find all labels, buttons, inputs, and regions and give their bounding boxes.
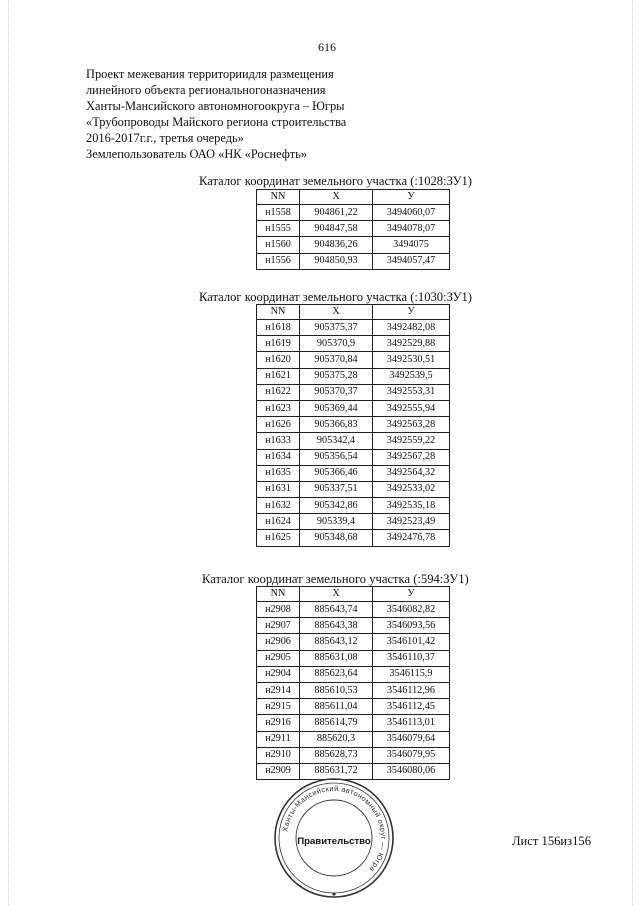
page-number: 616 bbox=[318, 40, 336, 54]
column-header: X bbox=[300, 305, 373, 320]
x-coordinate-cell: 905366,83 bbox=[300, 417, 373, 433]
y-coordinate-cell: 3494057,47 bbox=[373, 253, 450, 269]
point-id-cell: н1626 bbox=[257, 417, 300, 433]
column-header: X bbox=[300, 190, 373, 205]
header-line: линейного объекта региональногоназначения bbox=[86, 83, 326, 97]
table-row bbox=[257, 400, 450, 416]
point-id-cell: н1633 bbox=[257, 433, 300, 449]
coordinates-table bbox=[256, 304, 450, 547]
table-row bbox=[257, 618, 450, 634]
table-row bbox=[257, 433, 450, 449]
column-header: У bbox=[373, 305, 450, 320]
table-row bbox=[257, 602, 450, 618]
scan-edge-right bbox=[632, 0, 634, 905]
catalog-title: Каталог координат земельного участка (:1028:ЗУ1) bbox=[199, 174, 473, 188]
x-coordinate-cell: 905339,4 bbox=[300, 514, 373, 530]
point-id-cell: н1620 bbox=[257, 352, 300, 368]
table-row bbox=[257, 731, 450, 747]
y-coordinate-cell: 3492530,51 bbox=[373, 352, 450, 368]
column-header: У bbox=[373, 190, 450, 205]
x-coordinate-cell: 885623,64 bbox=[300, 666, 373, 682]
header-line: Землепользователь ОАО «НК «Роснефть» bbox=[86, 147, 308, 161]
y-coordinate-cell: 3492523,49 bbox=[373, 514, 450, 530]
x-coordinate-cell: 905348,68 bbox=[300, 530, 373, 546]
y-coordinate-cell: 3492555,94 bbox=[373, 400, 450, 416]
y-coordinate-cell: 3546113,01 bbox=[373, 715, 450, 731]
point-id-cell: н2914 bbox=[257, 682, 300, 698]
point-id-cell: н2916 bbox=[257, 715, 300, 731]
y-coordinate-cell: 3492529,88 bbox=[373, 336, 450, 352]
seal-ring-text: Ханты-Мансийский автономный округ — Югра bbox=[280, 783, 389, 874]
header-line: Ханты-Мансийского автономногоокруга – Югры bbox=[86, 99, 345, 113]
y-coordinate-cell: 3492535,18 bbox=[373, 498, 450, 514]
point-id-cell: н1632 bbox=[257, 498, 300, 514]
column-header: NN bbox=[257, 587, 300, 602]
y-coordinate-cell: 3492564,32 bbox=[373, 465, 450, 481]
table-row bbox=[257, 221, 450, 237]
y-coordinate-cell: 3494078,07 bbox=[373, 221, 450, 237]
y-coordinate-cell: 3546115,9 bbox=[373, 666, 450, 682]
x-coordinate-cell: 905337,51 bbox=[300, 481, 373, 497]
point-id-cell: н2904 bbox=[257, 666, 300, 682]
table-row bbox=[257, 320, 450, 336]
x-coordinate-cell: 885611,04 bbox=[300, 699, 373, 715]
table-row bbox=[257, 682, 450, 698]
header-line: «Трубопроводы Майского региона строительства bbox=[86, 115, 347, 129]
point-id-cell: н1634 bbox=[257, 449, 300, 465]
y-coordinate-cell: 3492533,02 bbox=[373, 481, 450, 497]
y-coordinate-cell: 3494075 bbox=[373, 237, 450, 253]
x-coordinate-cell: 885628,73 bbox=[300, 747, 373, 763]
y-coordinate-cell: 3494060,07 bbox=[373, 205, 450, 221]
y-coordinate-cell: 3492539,5 bbox=[373, 368, 450, 384]
x-coordinate-cell: 905370,84 bbox=[300, 352, 373, 368]
table-row bbox=[257, 481, 450, 497]
table-header-row bbox=[257, 305, 450, 320]
table-row bbox=[257, 237, 450, 253]
point-id-cell: н2906 bbox=[257, 634, 300, 650]
table-row bbox=[257, 368, 450, 384]
x-coordinate-cell: 885631,08 bbox=[300, 650, 373, 666]
y-coordinate-cell: 3546101,42 bbox=[373, 634, 450, 650]
y-coordinate-cell: 3546079,95 bbox=[373, 747, 450, 763]
x-coordinate-cell: 905370,9 bbox=[300, 336, 373, 352]
table-row bbox=[257, 699, 450, 715]
x-coordinate-cell: 885643,38 bbox=[300, 618, 373, 634]
scan-edge-left bbox=[8, 0, 10, 905]
table-row bbox=[257, 384, 450, 400]
y-coordinate-cell: 3492559,22 bbox=[373, 433, 450, 449]
column-header: NN bbox=[257, 190, 300, 205]
y-coordinate-cell: 3546112,96 bbox=[373, 682, 450, 698]
point-id-cell: н1622 bbox=[257, 384, 300, 400]
x-coordinate-cell: 905369,44 bbox=[300, 400, 373, 416]
point-id-cell: н1555 bbox=[257, 221, 300, 237]
table-row bbox=[257, 747, 450, 763]
y-coordinate-cell: 3492476,78 bbox=[373, 530, 450, 546]
x-coordinate-cell: 905375,37 bbox=[300, 320, 373, 336]
table-row bbox=[257, 650, 450, 666]
table-row bbox=[257, 253, 450, 269]
y-coordinate-cell: 3492482,08 bbox=[373, 320, 450, 336]
y-coordinate-cell: 3546082,82 bbox=[373, 602, 450, 618]
table-row bbox=[257, 715, 450, 731]
x-coordinate-cell: 905342,4 bbox=[300, 433, 373, 449]
point-id-cell: н2910 bbox=[257, 747, 300, 763]
table-row bbox=[257, 498, 450, 514]
y-coordinate-cell: 3492563,28 bbox=[373, 417, 450, 433]
x-coordinate-cell: 885620,3 bbox=[300, 731, 373, 747]
point-id-cell: н1623 bbox=[257, 400, 300, 416]
x-coordinate-cell: 905375,28 bbox=[300, 368, 373, 384]
table-row bbox=[257, 352, 450, 368]
document-header bbox=[86, 66, 406, 162]
catalog-title: Каталог координат земельного участка (:1030:ЗУ1) bbox=[199, 290, 473, 304]
x-coordinate-cell: 904850,93 bbox=[300, 253, 373, 269]
table-row bbox=[257, 666, 450, 682]
table-row bbox=[257, 465, 450, 481]
table-header-row bbox=[257, 587, 450, 602]
table-row bbox=[257, 514, 450, 530]
column-header: NN bbox=[257, 305, 300, 320]
table-header-row bbox=[257, 190, 450, 205]
header-line: 2016-2017г.г., третья очередь» bbox=[86, 131, 244, 145]
x-coordinate-cell: 904836,26 bbox=[300, 237, 373, 253]
seal-center-word: Правительство bbox=[297, 836, 371, 847]
y-coordinate-cell: 3492553,31 bbox=[373, 384, 450, 400]
header-line: Проект межевания территориидля размещения bbox=[86, 67, 334, 81]
column-header: У bbox=[373, 587, 450, 602]
point-id-cell: н2911 bbox=[257, 731, 300, 747]
y-coordinate-cell: 3546079,64 bbox=[373, 731, 450, 747]
point-id-cell: н2909 bbox=[257, 763, 300, 779]
point-id-cell: н1618 bbox=[257, 320, 300, 336]
point-id-cell: н2905 bbox=[257, 650, 300, 666]
table-row bbox=[257, 449, 450, 465]
point-id-cell: н1624 bbox=[257, 514, 300, 530]
y-coordinate-cell: 3546110,37 bbox=[373, 650, 450, 666]
x-coordinate-cell: 885631,72 bbox=[300, 763, 373, 779]
x-coordinate-cell: 905366,46 bbox=[300, 465, 373, 481]
x-coordinate-cell: 905356,54 bbox=[300, 449, 373, 465]
y-coordinate-cell: 3546093,56 bbox=[373, 618, 450, 634]
point-id-cell: н1560 bbox=[257, 237, 300, 253]
coordinates-table bbox=[256, 586, 450, 780]
y-coordinate-cell: 3546080,06 bbox=[373, 763, 450, 779]
table-row bbox=[257, 417, 450, 433]
table-row bbox=[257, 205, 450, 221]
x-coordinate-cell: 904861,22 bbox=[300, 205, 373, 221]
x-coordinate-cell: 904847,58 bbox=[300, 221, 373, 237]
x-coordinate-cell: 905342,86 bbox=[300, 498, 373, 514]
sheet-label: Лист 156из156 bbox=[512, 834, 592, 848]
x-coordinate-cell: 885614,79 bbox=[300, 715, 373, 731]
point-id-cell: н1621 bbox=[257, 368, 300, 384]
point-id-cell: н1558 bbox=[257, 205, 300, 221]
x-coordinate-cell: 885643,12 bbox=[300, 634, 373, 650]
x-coordinate-cell: 905370,37 bbox=[300, 384, 373, 400]
point-id-cell: н2908 bbox=[257, 602, 300, 618]
y-coordinate-cell: 3492567,28 bbox=[373, 449, 450, 465]
table-row bbox=[257, 336, 450, 352]
table-row bbox=[257, 530, 450, 546]
point-id-cell: н2907 bbox=[257, 618, 300, 634]
point-id-cell: н1556 bbox=[257, 253, 300, 269]
point-id-cell: н2915 bbox=[257, 699, 300, 715]
catalog-title: Каталог координат земельного участка (:594:ЗУ1) bbox=[202, 572, 469, 586]
table-row bbox=[257, 634, 450, 650]
point-id-cell: н1631 bbox=[257, 481, 300, 497]
x-coordinate-cell: 885610,53 bbox=[300, 682, 373, 698]
column-header: X bbox=[300, 587, 373, 602]
point-id-cell: н1635 bbox=[257, 465, 300, 481]
point-id-cell: н1625 bbox=[257, 530, 300, 546]
coordinates-table bbox=[256, 189, 450, 270]
x-coordinate-cell: 885643,74 bbox=[300, 602, 373, 618]
point-id-cell: н1619 bbox=[257, 336, 300, 352]
y-coordinate-cell: 3546112,45 bbox=[373, 699, 450, 715]
